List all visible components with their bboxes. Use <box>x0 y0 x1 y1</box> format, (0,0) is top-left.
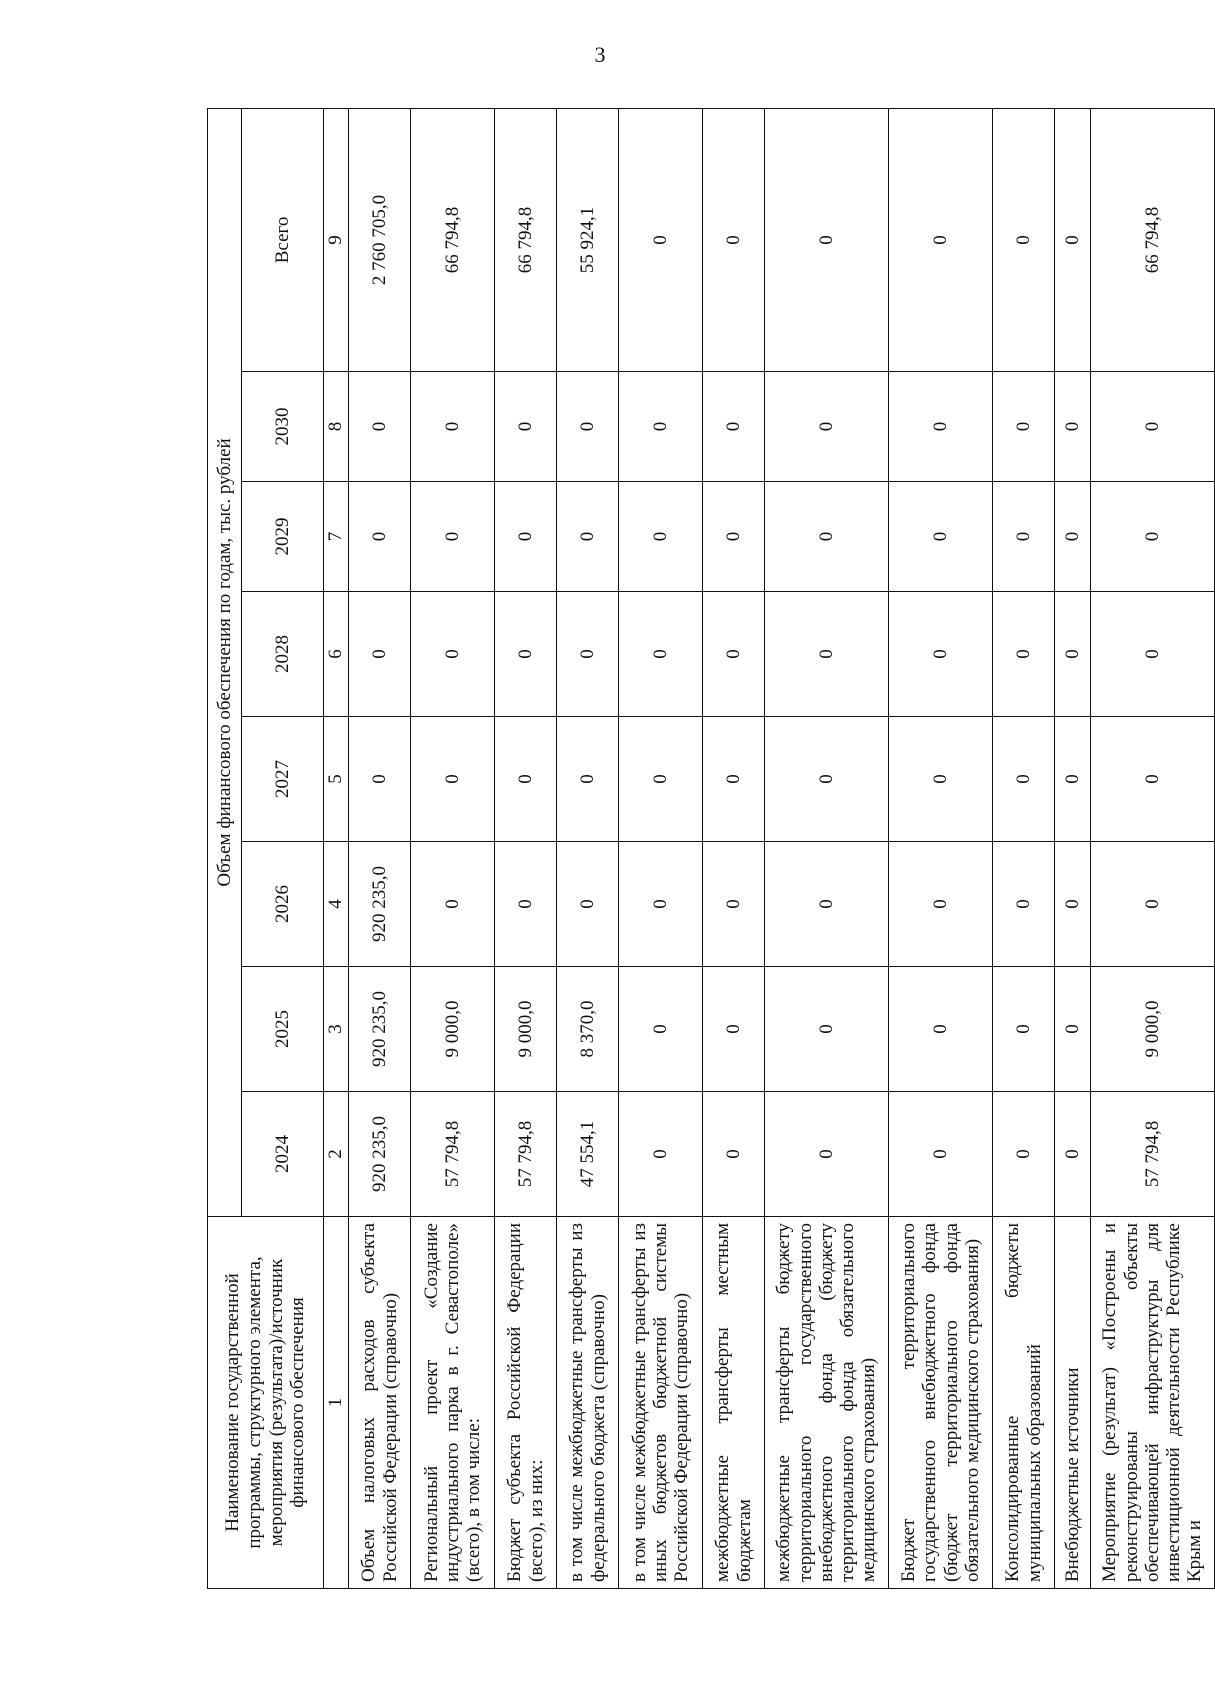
column-number: 7 <box>324 482 349 592</box>
table-row <box>557 108 619 1588</box>
row-total-value: 66 794,8 <box>495 108 557 371</box>
header-year: 2025 <box>242 967 324 1092</box>
row-year-value: 0 <box>619 1092 703 1217</box>
row-year-value: 0 <box>1055 717 1091 842</box>
column-number: 9 <box>324 108 349 371</box>
row-year-value: 9 000,0 <box>495 967 557 1092</box>
row-total-value: 2 760 705,0 <box>349 108 411 371</box>
row-year-value: 0 <box>1055 592 1091 717</box>
table-row <box>889 108 993 1588</box>
row-year-value: 0 <box>557 842 619 967</box>
row-total-value: 66 794,8 <box>1091 108 1215 371</box>
row-year-value: 0 <box>557 717 619 842</box>
row-year-value: 0 <box>703 842 765 967</box>
header-year: 2024 <box>242 1092 324 1217</box>
row-year-value: 0 <box>993 717 1055 842</box>
row-year-value: 9 000,0 <box>1091 967 1215 1092</box>
row-year-value: 0 <box>889 1092 993 1217</box>
row-year-value: 0 <box>765 372 889 482</box>
row-label: межбюджетные трансферты местным бюджетам <box>703 1217 765 1589</box>
table-row <box>765 108 889 1588</box>
row-year-value: 0 <box>1055 1092 1091 1217</box>
row-year-value: 0 <box>495 842 557 967</box>
row-year-value: 0 <box>703 372 765 482</box>
row-year-value: 0 <box>993 1092 1055 1217</box>
header-year: 2030 <box>242 372 324 482</box>
row-year-value: 0 <box>495 482 557 592</box>
row-total-value: 0 <box>1055 108 1091 371</box>
column-number: 1 <box>324 1217 349 1589</box>
row-total-value: 0 <box>889 108 993 371</box>
row-label: в том числе межбюджетные трансферты из федерального бюджета (справочно) <box>557 1217 619 1589</box>
row-year-value: 0 <box>411 592 495 717</box>
row-year-value: 47 554,1 <box>557 1092 619 1217</box>
row-year-value: 0 <box>993 967 1055 1092</box>
table-row <box>619 108 703 1588</box>
table-row <box>495 108 557 1588</box>
row-year-value: 0 <box>889 717 993 842</box>
row-total-value: 55 924,1 <box>557 108 619 371</box>
row-year-value: 0 <box>619 967 703 1092</box>
table-row <box>1055 108 1091 1588</box>
row-label: межбюджетные трансферты бюджету территориального государственного внебюджетного фонда (бюджету территориального фонда обязательного медицинского страхования) <box>765 1217 889 1589</box>
column-number: 5 <box>324 717 349 842</box>
row-year-value: 0 <box>411 372 495 482</box>
row-year-value: 0 <box>703 592 765 717</box>
row-year-value: 0 <box>349 482 411 592</box>
row-label: в том числе межбюджетные трансферты из иных бюджетов бюджетной системы Российской Федерации (справочно) <box>619 1217 703 1589</box>
row-year-value: 0 <box>765 842 889 967</box>
row-label: Региональный проект «Создание индустриального парка в г. Севастополе» (всего), в том числе: <box>411 1217 495 1589</box>
table-row <box>703 108 765 1588</box>
table-row <box>993 108 1055 1588</box>
row-year-value: 0 <box>889 372 993 482</box>
row-year-value: 0 <box>1091 717 1215 842</box>
row-year-value: 0 <box>349 372 411 482</box>
header-financing-group: Объем финансового обеспечения по годам, тыс. рублей <box>208 108 242 1216</box>
row-year-value: 0 <box>765 717 889 842</box>
row-year-value: 57 794,8 <box>411 1092 495 1217</box>
row-year-value: 0 <box>557 592 619 717</box>
row-year-value: 0 <box>1055 372 1091 482</box>
header-year: 2027 <box>242 717 324 842</box>
row-year-value: 0 <box>1055 482 1091 592</box>
header-year: 2026 <box>242 842 324 967</box>
row-year-value: 0 <box>349 592 411 717</box>
row-label: Внебюджетные источники <box>1055 1217 1091 1589</box>
header-name-column: Наименование государственной программы, структурного элемента, мероприятия (результата)/источник финансового обеспечения <box>208 1217 324 1589</box>
row-year-value: 57 794,8 <box>1091 1092 1215 1217</box>
header-year: 2028 <box>242 592 324 717</box>
table-row <box>349 108 411 1588</box>
row-total-value: 66 794,8 <box>411 108 495 371</box>
header-row-group <box>208 108 242 1588</box>
column-number: 3 <box>324 967 349 1092</box>
row-year-value: 0 <box>619 842 703 967</box>
row-total-value: 0 <box>765 108 889 371</box>
row-label: Бюджет территориального государственного внебюджетного фонда (бюджет территориального фонда обязательного медицинского страхования) <box>889 1217 993 1589</box>
row-year-value: 0 <box>765 592 889 717</box>
row-year-value: 0 <box>619 592 703 717</box>
row-label: Бюджет субъекта Российской Федерации (всего), из них: <box>495 1217 557 1589</box>
row-total-value: 0 <box>703 108 765 371</box>
header-total: Всего <box>242 108 324 371</box>
row-year-value: 0 <box>619 372 703 482</box>
row-year-value: 0 <box>495 372 557 482</box>
table-row <box>1091 108 1215 1588</box>
row-year-value: 0 <box>1055 967 1091 1092</box>
page-number: 3 <box>594 42 606 67</box>
row-year-value: 0 <box>557 482 619 592</box>
row-year-value: 0 <box>495 717 557 842</box>
row-year-value: 0 <box>889 592 993 717</box>
row-year-value: 0 <box>703 482 765 592</box>
row-year-value: 0 <box>619 717 703 842</box>
row-total-value: 0 <box>619 108 703 371</box>
row-year-value: 0 <box>993 372 1055 482</box>
column-number: 4 <box>324 842 349 967</box>
row-year-value: 0 <box>349 717 411 842</box>
row-year-value: 0 <box>889 482 993 592</box>
row-total-value: 0 <box>993 108 1055 371</box>
row-year-value: 0 <box>703 967 765 1092</box>
column-number: 2 <box>324 1092 349 1217</box>
row-year-value: 0 <box>889 842 993 967</box>
row-year-value: 0 <box>993 842 1055 967</box>
row-label: Объем налоговых расходов субъекта Российской Федерации (справочно) <box>349 1217 411 1589</box>
header-row-column-numbers <box>324 108 349 1588</box>
row-year-value: 0 <box>411 482 495 592</box>
row-year-value: 0 <box>703 717 765 842</box>
row-year-value: 0 <box>1091 482 1215 592</box>
row-year-value: 0 <box>1091 592 1215 717</box>
row-year-value: 0 <box>993 592 1055 717</box>
row-year-value: 920 235,0 <box>349 842 411 967</box>
column-number: 8 <box>324 372 349 482</box>
row-year-value: 9 000,0 <box>411 967 495 1092</box>
column-number: 6 <box>324 592 349 717</box>
row-year-value: 920 235,0 <box>349 967 411 1092</box>
row-year-value: 0 <box>703 1092 765 1217</box>
table-row <box>411 108 495 1588</box>
row-label: Мероприятие (результат) «Построены и реконструированы объекты обеспечивающей инфраструктуры для инвестиционной деятельности Республике Крым и <box>1091 1217 1215 1589</box>
row-year-value: 0 <box>765 967 889 1092</box>
row-year-value: 0 <box>765 1092 889 1217</box>
row-year-value: 0 <box>619 482 703 592</box>
row-year-value: 0 <box>1091 372 1215 482</box>
row-year-value: 0 <box>557 372 619 482</box>
row-label: Консолидированные бюджеты муниципальных образований <box>993 1217 1055 1589</box>
financing-table <box>207 108 1215 1589</box>
row-year-value: 0 <box>765 482 889 592</box>
row-year-value: 0 <box>495 592 557 717</box>
row-year-value: 0 <box>411 842 495 967</box>
table-rotated-container <box>207 109 1206 1589</box>
row-year-value: 0 <box>993 482 1055 592</box>
row-year-value: 57 794,8 <box>495 1092 557 1217</box>
row-year-value: 920 235,0 <box>349 1092 411 1217</box>
row-year-value: 0 <box>1055 842 1091 967</box>
row-year-value: 0 <box>889 967 993 1092</box>
row-year-value: 8 370,0 <box>557 967 619 1092</box>
row-year-value: 0 <box>411 717 495 842</box>
row-year-value: 0 <box>1091 842 1215 967</box>
header-year: 2029 <box>242 482 324 592</box>
